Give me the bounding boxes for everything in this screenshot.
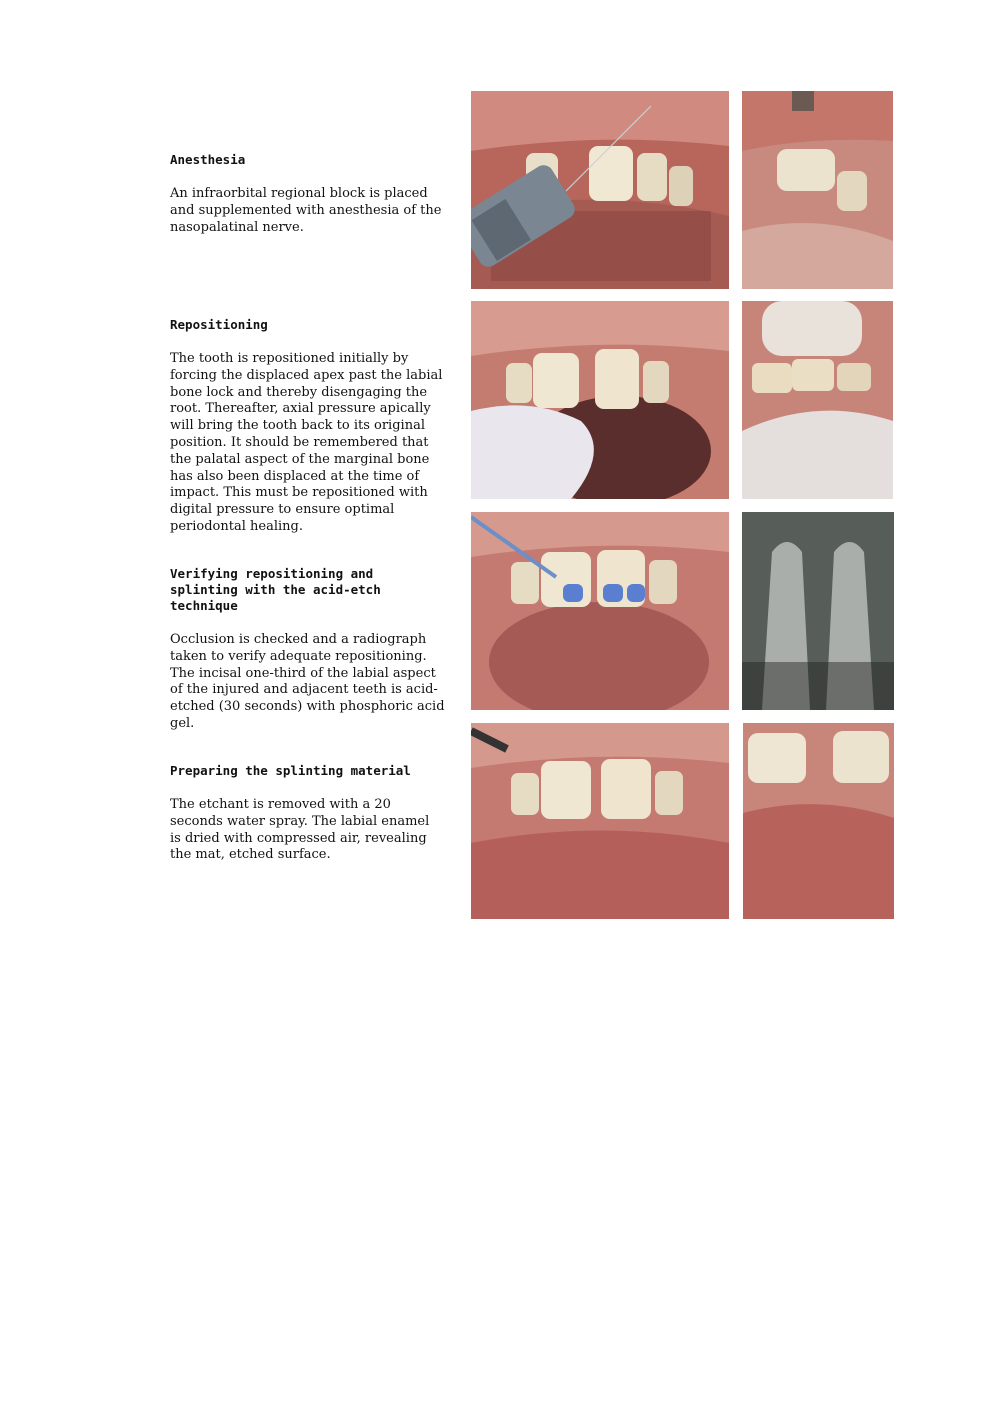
section-body: The etchant is removed with a 20 seconds water spray. The labial enamel is dried with compressed air, revealing the mat, etched surface.	[170, 797, 430, 863]
section-verifying	[170, 566, 462, 733]
section-body: The tooth is repositioned initially by forcing the displaced apex past the labial bone lock and thereby disengaging the root. Thereafter, axial pressure apically will bring the tooth back to its original position. It should be remembered that the palatal aspect of the marginal bone has also been displaced at the time of impact. This must be repositioned with digital pressure to ensure optimal periodontal healing.	[170, 351, 443, 534]
acid-etch-photo	[471, 512, 729, 710]
repositioning-photo	[471, 301, 729, 499]
section-heading: Anesthesia	[170, 152, 246, 167]
radiograph-photo	[742, 512, 894, 710]
section-repositioning	[170, 317, 462, 536]
section-anesthesia	[170, 152, 462, 236]
etched-surface-photo	[743, 723, 894, 919]
section-heading: Repositioning	[170, 317, 268, 332]
section-body: An infraorbital regional block is placed and supplemented with anesthesia of the nasopalatinal nerve.	[170, 186, 442, 235]
injection-photo	[471, 91, 729, 289]
section-preparing	[170, 763, 462, 864]
section-body: Occlusion is checked and a radiograph taken to verify adequate repositioning. The incisal one-third of the labial aspect of the injured and adjacent teeth is acid- etched (30 seconds) with phosphoric acid gel.	[170, 632, 445, 731]
water-spray-photo	[471, 723, 729, 919]
section-heading: Verifying repositioning and splinting with the acid-etch technique	[170, 566, 381, 613]
lateral-view-photo	[742, 91, 893, 289]
palatal-pressure-photo	[742, 301, 893, 499]
section-heading: Preparing the splinting material	[170, 763, 411, 778]
